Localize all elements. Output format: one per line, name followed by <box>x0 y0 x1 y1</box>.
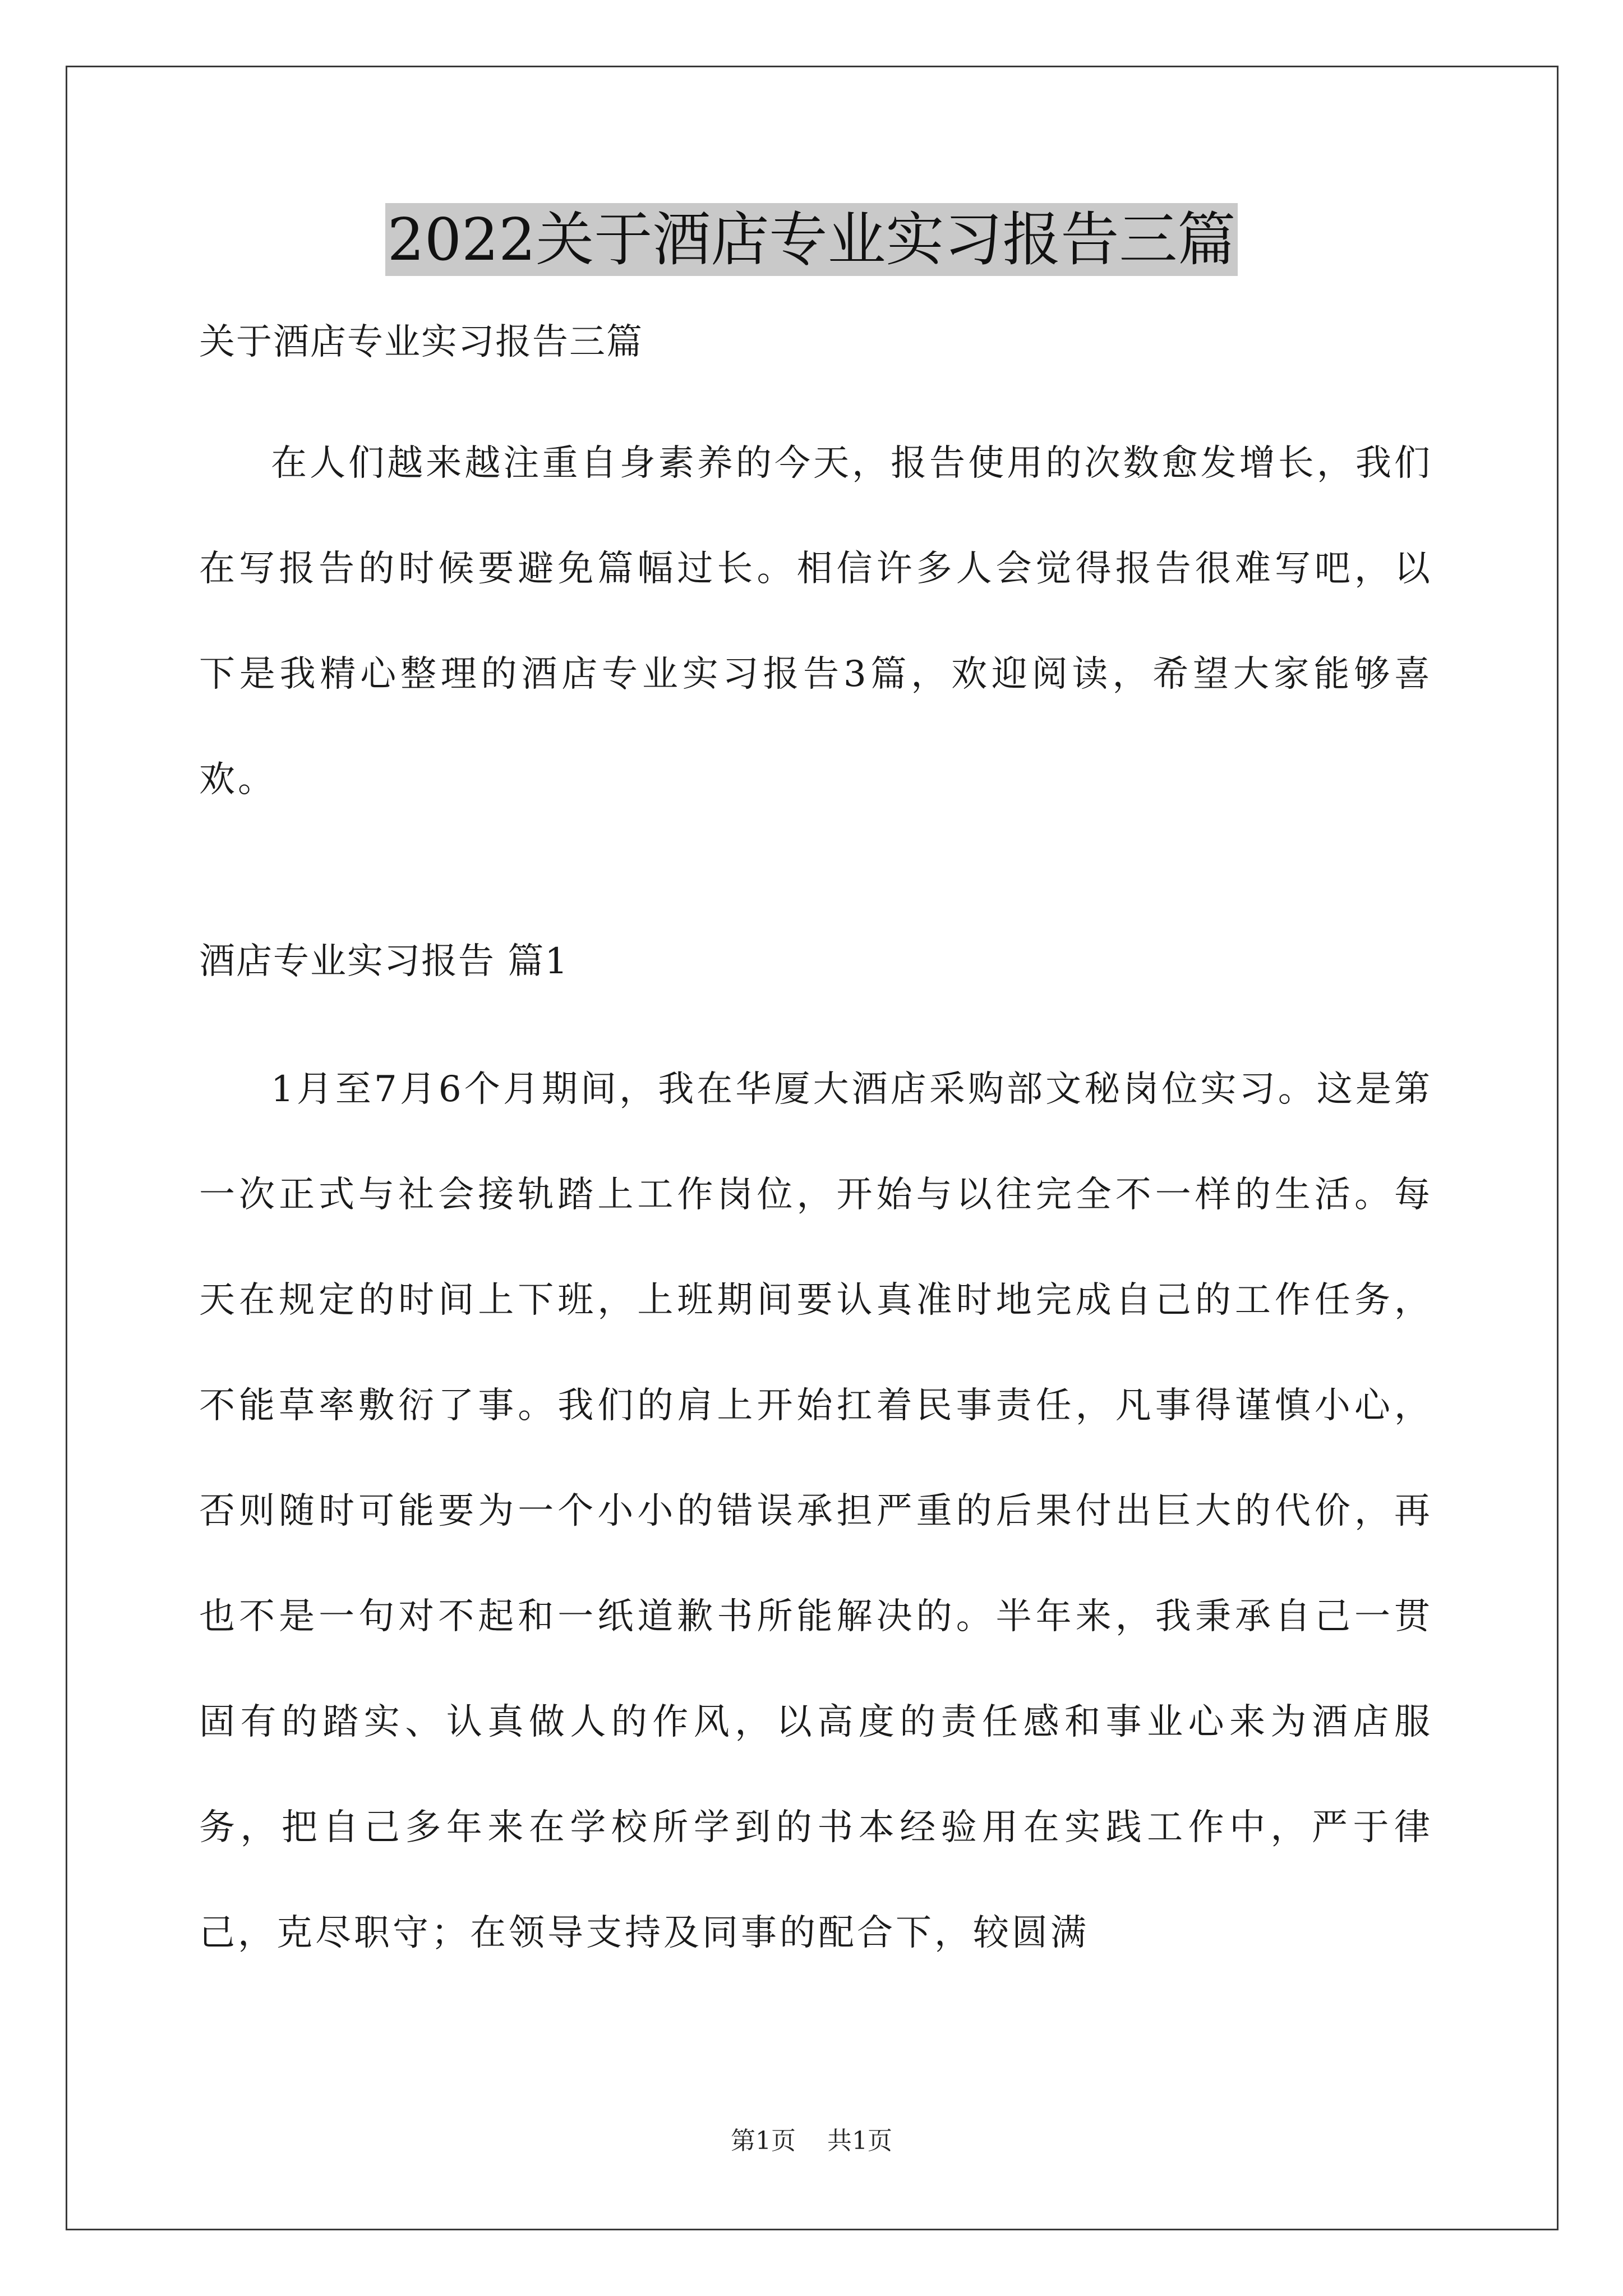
page-footer <box>0 2124 1623 2158</box>
document-body <box>199 314 1433 1986</box>
page-total: 共1页 <box>827 2127 892 2155</box>
section-paragraph: 1月至7月6个月期间，我在华厦大酒店采购部文秘岗位实习。这是第一次正式与社会接轨踏上工作岗位，开始与以往完全不一样的生活。每天在规定的时间上下班，上班期间要认真准时地完成自己的工作任务，不能草率敷衍了事。我们的肩上开始扛着民事责任，凡事得谨慎小心，否则随时可能要为一个小小的错误承担严重的后果付出巨大的代价，再也不是一句对不起和一纸道歉书所能解决的。半年来，我秉承自己一贯固有的踏实、认真做人的作风，以高度的责任感和事业心来为酒店服务，把自己多年来在学校所学到的书本经验用在实践工作中，严于律己，克尽职守；在领导支持及同事的配合下，较圆满 <box>199 1069 1433 1954</box>
section-heading: 酒店专业实习报告 篇1 <box>199 941 569 982</box>
page-number: 第1页 <box>731 2127 796 2155</box>
intro-paragraph: 在人们越来越注重自身素养的今天，报告使用的次数愈发增长，我们在写报告的时候要避免篇幅过长。相信许多人会觉得报告很难写吧，以下是我精心整理的酒店专业实习报告3篇，欢迎阅读，希望大家能够喜欢。 <box>199 443 1433 800</box>
document-title: 2022关于酒店专业实习报告三篇 <box>385 203 1238 276</box>
document-subtitle: 关于酒店专业实习报告三篇 <box>199 321 643 363</box>
title-container <box>0 203 1623 276</box>
